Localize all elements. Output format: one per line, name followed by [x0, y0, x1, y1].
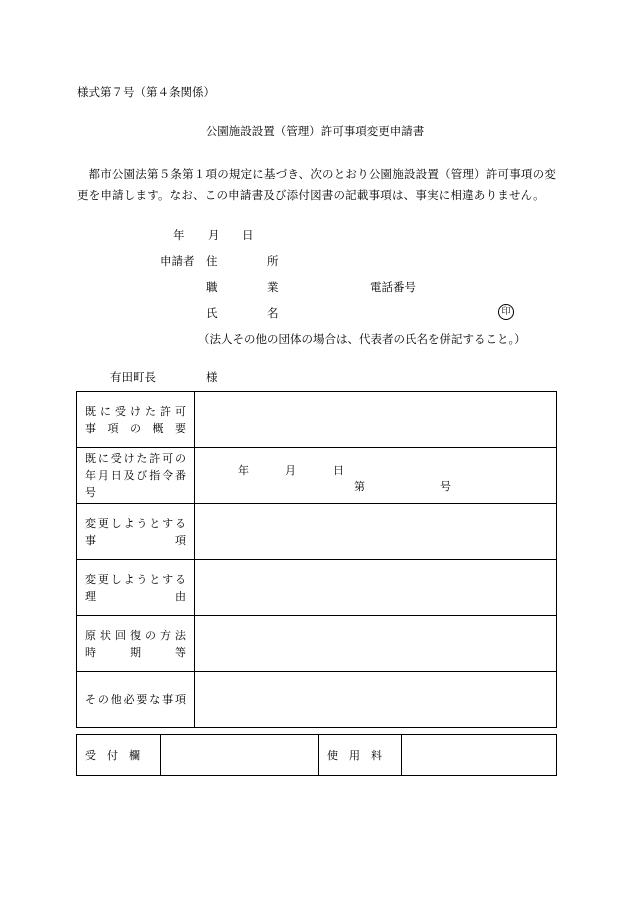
- occupation-label-1: 職: [206, 280, 218, 294]
- applicant-label: 申請者: [160, 254, 195, 268]
- corporation-note: （法人その他の団体の場合は、代表者の氏名を併記すること。）: [198, 332, 526, 346]
- row-label-line: 年月日及び指令番: [85, 469, 186, 482]
- row-label-line: 変更しようとする: [85, 572, 186, 586]
- table-row: [77, 672, 557, 728]
- date-month-label: 月: [208, 228, 220, 242]
- row-label-line: その他必要な事項: [85, 693, 186, 706]
- table-row: [77, 504, 557, 560]
- row-label-prior-permit-date: [77, 448, 195, 504]
- row-label-other-matters: [77, 672, 195, 728]
- address-label-1: 住: [206, 254, 218, 268]
- row-label-restoration: [77, 616, 195, 672]
- name-label-1: 氏: [206, 306, 218, 320]
- fee-field[interactable]: [402, 735, 557, 776]
- permit-day-label: 日: [333, 464, 344, 477]
- row-label-prior-permit-summary: [77, 392, 195, 448]
- row-label-line: 既に受けた許可: [85, 404, 186, 418]
- permit-month-label: 月: [285, 464, 296, 477]
- prior-permit-summary-field[interactable]: [195, 392, 557, 448]
- date-day-label: 日: [242, 228, 254, 242]
- occupation-label-2: 業: [267, 280, 279, 294]
- form-number: 様式第７号（第４条関係）: [77, 85, 215, 99]
- change-items-field[interactable]: [195, 504, 557, 560]
- table-row: [77, 448, 557, 504]
- date-year-label: 年: [173, 228, 185, 242]
- row-label-line: 時期等: [85, 645, 186, 659]
- prior-permit-date-field[interactable]: [195, 448, 557, 504]
- declaration-paragraph: 都市公園法第５条第１項の規定に基づき、次のとおり公園施設設置（管理）許可事項の変更を申請します。なお、この申請書及び添付図書の記載事項は、事実に相違ありません。: [77, 167, 557, 202]
- address-label-2: 所: [267, 254, 279, 268]
- name-label-2: 名: [267, 306, 279, 320]
- table-row: [77, 560, 557, 616]
- row-label-change-reason: [77, 560, 195, 616]
- row-label-line: 事項: [85, 533, 186, 547]
- row-label-change-items: [77, 504, 195, 560]
- office-use-table: [76, 734, 557, 776]
- row-label-line: 変更しようとする: [85, 516, 186, 530]
- row-label-line: 事項の概要: [85, 421, 186, 435]
- document-title: 公園施設設置（管理）許可事項変更申請書: [205, 124, 425, 138]
- permit-number-prefix: 第: [354, 480, 365, 493]
- addressee-name: 有田町長: [110, 370, 156, 384]
- change-reason-field[interactable]: [195, 560, 557, 616]
- addressee-honorific: 様: [206, 370, 218, 384]
- application-table: [76, 391, 557, 728]
- restoration-field[interactable]: [195, 616, 557, 672]
- table-row: [77, 616, 557, 672]
- row-label-line: 理由: [85, 589, 186, 603]
- reception-field[interactable]: [161, 735, 319, 776]
- table-row: [77, 392, 557, 448]
- row-label-line: 既に受けた許可の: [85, 452, 186, 465]
- row-label-line: 原状回復の方法: [85, 628, 186, 642]
- table-row: [77, 735, 557, 776]
- phone-label: 電話番号: [370, 280, 416, 294]
- seal-icon: 印: [498, 304, 514, 320]
- permit-year-label: 年: [238, 464, 249, 477]
- row-label-line: 号: [85, 486, 96, 499]
- permit-number-suffix: 号: [440, 480, 451, 493]
- fee-label: 使 用 料: [319, 735, 402, 776]
- other-matters-field[interactable]: [195, 672, 557, 728]
- reception-label: 受 付 欄: [77, 735, 161, 776]
